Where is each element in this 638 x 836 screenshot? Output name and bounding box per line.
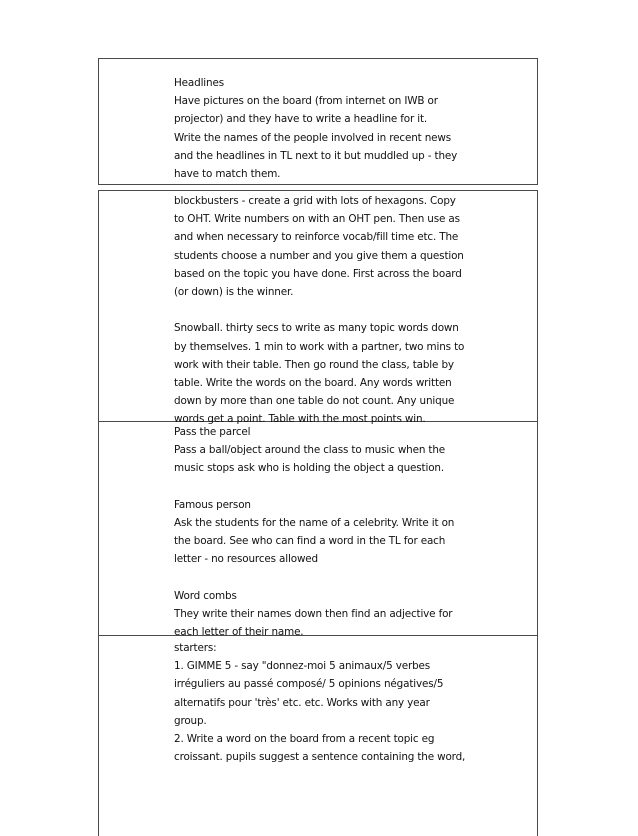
text-line: the board. See who can find a word in the TL for each [174, 535, 446, 548]
text-line: table. Write the words on the board. Any words written [174, 376, 452, 389]
text-line: to OHT. Write numbers on with an OHT pen. Then use as [174, 213, 460, 226]
section-heading: Pass the parcel [174, 426, 251, 438]
text-line: group. [174, 714, 207, 727]
text-line: each letter of their name. [174, 626, 304, 639]
section-heading: Headlines [174, 77, 224, 89]
text-line: words get a point. Table with the most points win. [174, 413, 426, 426]
text-line: They write their names down then find an adjective for [174, 607, 453, 620]
table-cell-games [98, 422, 538, 639]
blank-line [174, 301, 469, 319]
text-line: Write the names of the people involved in recent news [174, 131, 451, 144]
text-line: (or down) is the winner. [174, 285, 294, 298]
table-cell-starters [98, 636, 538, 836]
section-heading: starters: [174, 642, 217, 654]
text-line: letter - no resources allowed [174, 553, 318, 566]
cell-text [174, 74, 469, 183]
blank-line [174, 569, 469, 587]
text-line: blockbusters - create a grid with lots of hexagons. Copy [174, 195, 456, 207]
text-line: Pass a ball/object around the class to music when the [174, 444, 446, 457]
text-line: students choose a number and you give them a question [174, 249, 464, 262]
blank-line [174, 478, 469, 496]
text-line: Ask the students for the name of a celebrity. Write it on [174, 516, 455, 529]
cell-text [174, 192, 469, 428]
text-line: Snowball. thirty secs to write as many topic words down [174, 322, 459, 335]
text-line: Have pictures on the board (from internet on IWB or [174, 95, 438, 108]
text-line: and when necessary to reinforce vocab/fill time etc. The [174, 231, 459, 244]
text-line: have to match them. [174, 167, 281, 180]
text-line: based on the topic you have done. First across the board [174, 267, 462, 280]
text-line: work with their table. Then go round the class, table by [174, 358, 454, 371]
cell-text [174, 423, 469, 641]
text-line: alternatifs pour 'très' etc. etc. Works with any year [174, 696, 430, 709]
text-line: down by more than one table do not count. Any unique [174, 395, 455, 408]
text-line: 1. GIMME 5 - say "donnez-moi 5 animaux/5 verbes [174, 660, 431, 673]
text-line: 2. Write a word on the board from a recent topic eg [174, 732, 435, 745]
text-line: irréguliers au passé composé/ 5 opinions négatives/5 [174, 678, 444, 691]
table-cell-blockbusters-snowball [98, 190, 538, 426]
section-heading: Word combs [174, 589, 237, 602]
table-cell-headlines [98, 58, 538, 185]
cell-text [174, 639, 469, 766]
section-heading: Famous person [174, 498, 251, 511]
text-line: by themselves. 1 min to work with a partner, two mins to [174, 340, 465, 353]
text-line: croissant. pupils suggest a sentence containing the word, [174, 751, 466, 764]
text-line: projector) and they have to write a headline for it. [174, 113, 428, 126]
text-line: music stops ask who is holding the object a question. [174, 462, 445, 475]
text-line: and the headlines in TL next to it but muddled up - they [174, 149, 458, 162]
